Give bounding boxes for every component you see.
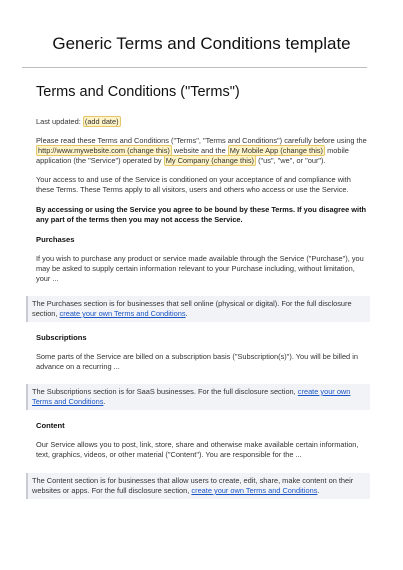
- intro-paragraph: [36, 136, 368, 166]
- intro-text-4: ("us", "we", or "our").: [258, 156, 326, 165]
- subscriptions-note-end: .: [103, 397, 106, 406]
- subscriptions-note-text: The Subscriptions section is for SaaS businesses. For the full disclosure section,: [32, 387, 296, 396]
- last-updated: [36, 117, 368, 127]
- subscriptions-note: [26, 384, 370, 410]
- intro-text-1: Please read these Terms and Conditions ("Terms", "Terms and Conditions") carefully before using the: [36, 136, 367, 145]
- last-updated-placeholder: (add date): [84, 117, 119, 126]
- content-paragraph: Our Service allows you to post, link, store, share and otherwise make available certain information, text, graphics, videos, or other material ("Content"). You are responsible for the ...: [36, 440, 359, 459]
- content-note: [26, 473, 370, 499]
- terms-heading: Terms and Conditions ("Terms"): [36, 84, 240, 100]
- content-heading: Content: [36, 421, 65, 430]
- intro-text-3: mobile application (the "Service") operated by: [36, 146, 349, 165]
- content-note-end: .: [317, 486, 320, 495]
- purchases-note-link[interactable]: create your own Terms and Conditions: [59, 309, 186, 318]
- website-placeholder: http://www.mywebsite.com (change this): [38, 146, 170, 155]
- purchases-paragraph: If you wish to purchase any product or service made available through the Service ("Purchase"), you may be asked to supply certain information relevant to your Purchase including, without limitation, your ...: [36, 254, 364, 283]
- document-title: Generic Terms and Conditions template: [52, 34, 351, 53]
- content-note-text: The Content section is for businesses that allow users to create, edit, share, make content on their websites or apps. For the full disclosure section,: [32, 476, 354, 495]
- app-placeholder: My Mobile App (change this): [229, 146, 324, 155]
- purchases-note-end: .: [185, 309, 188, 318]
- subscriptions-paragraph: Some parts of the Service are billed on a subscription basis ("Subscription(s)"). You will be billed in advance on a recurring ...: [36, 352, 358, 371]
- content-note-link[interactable]: create your own Terms and Conditions: [191, 486, 318, 495]
- purchases-heading: Purchases: [36, 235, 75, 244]
- subscriptions-note-link[interactable]: create your own Terms and Conditions: [32, 387, 351, 406]
- last-updated-label: Last updated:: [36, 117, 81, 126]
- access-paragraph: Your access to and use of the Service is conditioned on your acceptance of and compliance with these Terms. These Terms apply to all visitors, users and others who access or use the Service.: [36, 175, 351, 194]
- agreement-statement: By accessing or using the Service you agree to be bound by these Terms. If you disagree with any part of the terms then you may not access the Service.: [36, 205, 367, 224]
- company-placeholder: My Company (change this): [165, 156, 254, 165]
- purchases-note: [26, 296, 370, 322]
- title-divider: [22, 67, 367, 68]
- subscriptions-heading: Subscriptions: [36, 333, 87, 342]
- intro-text-2: website and the: [173, 146, 226, 155]
- purchases-note-text: The Purchases section is for businesses that sell online (physical or digital). For the full disclosure section,: [32, 299, 352, 318]
